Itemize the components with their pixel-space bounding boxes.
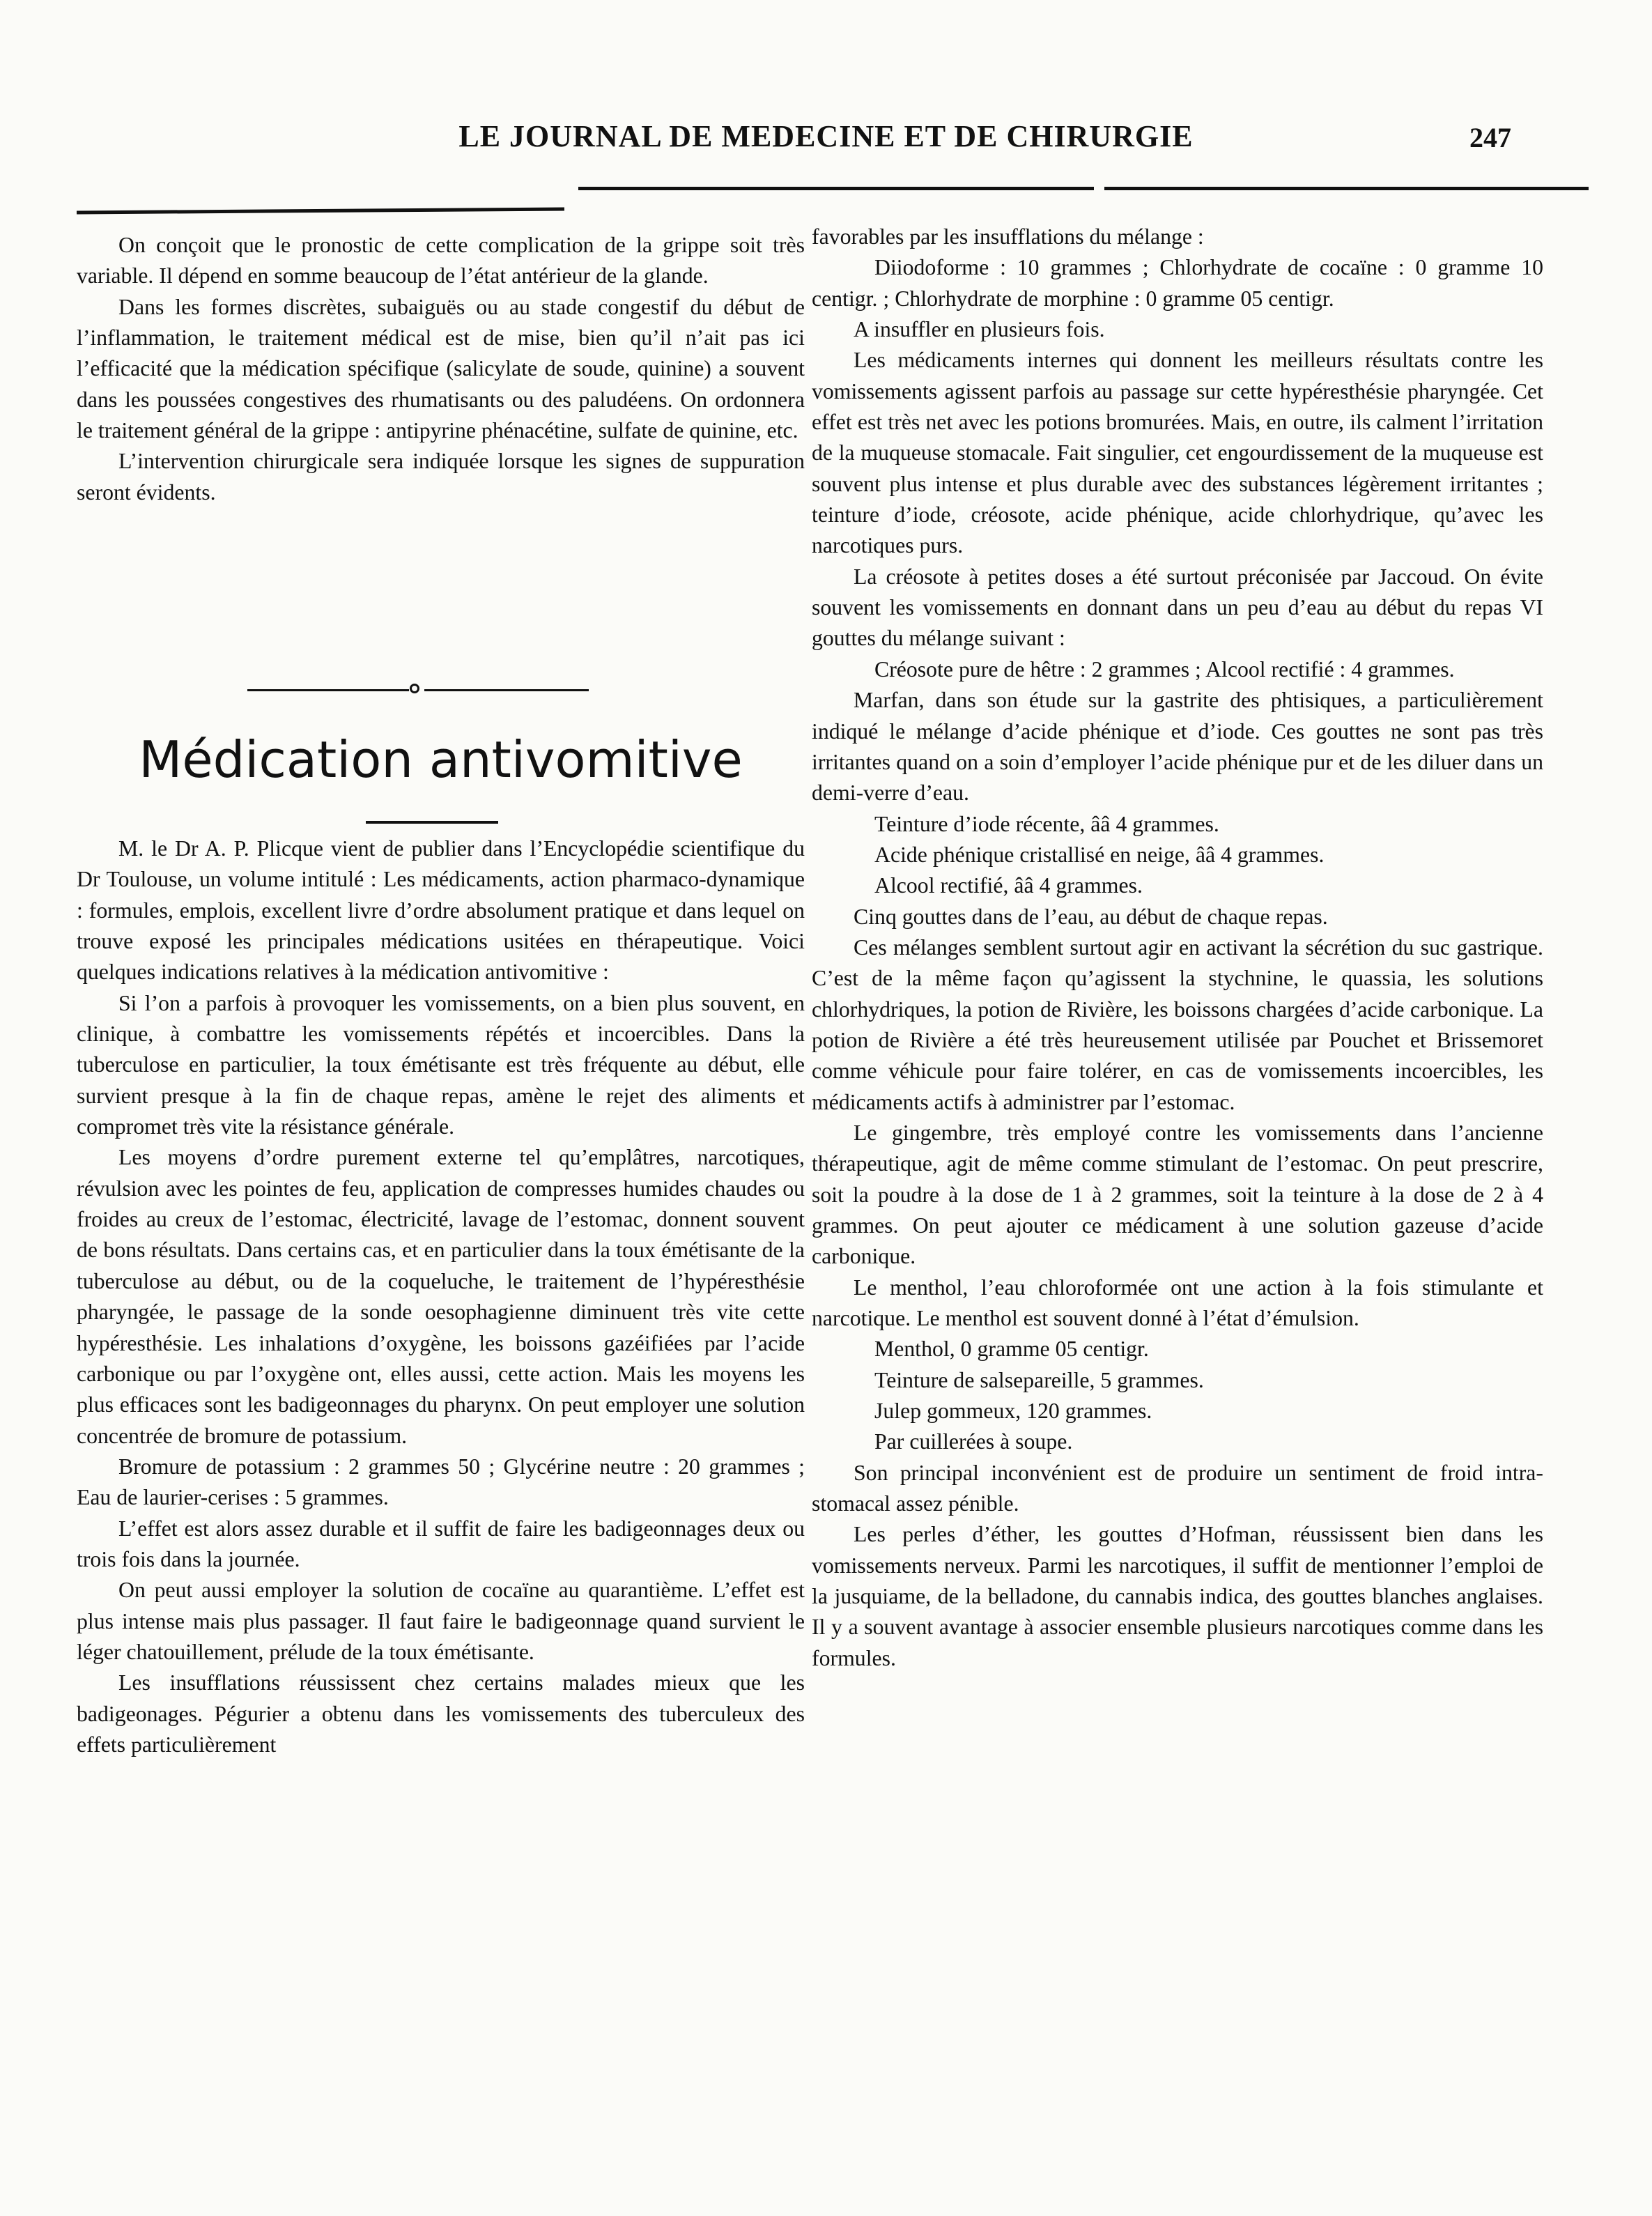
paragraph: Les insufflations réussissent chez certains malades mieux que les badigeonages. Pégurier a obtenu dans les vomissements des tuberculeux des effets particulièrement [77,1670,805,1757]
paragraph: M. le Dr A. P. Plicque vient de publier dans l’Encyclopédie scientifique du Dr Toulouse, un volume intitulé : Les médicaments, action pharmaco-dynamique : formules, emplois, excellent livre d’ordre absolument pratique et dans lequel on trouve exposé les principales médications usitées en thérapeutique. Voici quelques indications relatives à la médication antivomitive : [77,836,805,985]
page-number: 247 [1469,122,1511,153]
formula: Créosote pure de hêtre : 2 grammes ; Alcool rectifié : 4 grammes. [874,656,1455,682]
paragraph: Ces mélanges semblent surtout agir en activant la sécrétion du suc gastrique. C’est de la même façon qu’agissent la stychnine, le quassia, les solutions chlorhydriques, la potion de Rivière, les boissons chargées d’acide carbonique. La potion de Rivière a été très heureusement utilisée par Pouchet et Brissemoret comme véhicule pour faire tolérer, en cas de vomissements incoercibles, les médicaments actifs à administrer par l’estomac. [812,934,1543,1114]
paragraph: On peut aussi employer la solution de cocaïne au quarantième. L’effet est plus intense mais plus passager. Il faut faire le badigeonnage quand survient le léger chatouillement, prélude de la toux émétisante. [77,1578,805,1664]
paragraph: Le menthol, l’eau chloroformée ont une action à la fois stimulante et narcotique. Le menthol est souvent donné à l’état d’émulsion. [812,1275,1543,1331]
instruction: A insuffler en plusieurs fois. [854,317,1105,342]
paragraph: L’effet est alors assez durable et il suffit de faire les badigeonnages deux ou trois fois dans la journée. [77,1516,805,1571]
divider-ornament-icon [410,684,419,693]
formula: Bromure de potassium : 2 grammes 50 ; Glycérine neutre : 20 grammes ; Eau de laurier-cerises : 5 grammes. [77,1454,805,1510]
formula-line: Par cuillerées à soupe. [874,1429,1073,1454]
paragraph: Le gingembre, très employé contre les vomissements dans l’ancienne thérapeutique, agit de même comme stimulant de l’estomac. On peut prescrire, soit la poudre à la dose de 1 à 2 grammes, soit la teinture à la dose de 2 à 4 grammes. On peut ajouter ce médicament à une solution gazeuse d’acide carbonique. [812,1120,1543,1269]
title-underline [366,821,498,824]
paragraph: Les moyens d’ordre purement externe tel qu’emplâtres, narcotiques, révulsion avec les pointes de feu, application de compresses humides chaudes ou froides au creux de l’estomac, électricité, lavage de l’estomac, donnent souvent de bons résultats. Dans certains cas, et en particulier dans la toux émétisante de la tuberculose au début, ou de la coqueluche, le traitement de l’hypéresthésie pharyngée, le passage de la sonde oesophagienne diminuent très vite cette hypéresthésie. Les inhalations d’oxygène, les boissons gazéifiées par l’acide carbonique ou par l’oxygène ont, elles aussi, cette action. Mais les moyens les plus efficaces sont les badigeonnages du pharynx. On peut employer une solution concentrée de bromure de potassium. [77,1145,805,1448]
paragraph: Dans les formes discrètes, subaiguës ou au stade congestif du début de l’inflammation, le traitement médical est de mise, bien qu’il n’ait pas ici l’efficacité que la médication spécifique (salicylate de soude, quinine) a souvent dans les poussées congestives des rhumatisants ou des paludéens. On ordonnera le traitement général de la grippe : antipyrine phénacétine, sulfate de quinine, etc. [77,294,805,443]
header-rule-middle [578,187,1094,190]
previous-article-text [77,230,805,508]
header-rule-right [1104,187,1589,190]
article-title: Médication antivomitive [139,730,743,789]
instruction: Cinq gouttes dans de l’eau, au début de chaque repas. [854,904,1328,929]
paragraph: La créosote à petites doses a été surtout préconisée par Jaccoud. On évite souvent les vomissements en donnant dans un peu d’eau au début du repas VI gouttes du mélange suivant : [812,564,1543,651]
journal-title: LE JOURNAL DE MEDECINE ET DE CHIRURGIE [458,119,1194,153]
paragraph: Les médicaments internes qui donnent les meilleurs résultats contre les vomissements agissent parfois au passage sur cette hypéresthésie pharyngée. Cet effet est très net avec les potions bromurées. Mais, en outre, ils calment l’irritation de la muqueuse stomacale. Fait singulier, cet engourdissement de la muqueuse est souvent plus intense et plus durable avec des substances légèrement irritantes ; teinture d’iode, créosote, acide phénique, acide chlorhydrique, qu’avec les narcotiques purs. [812,348,1543,558]
formula-line: Julep gommeux, 120 grammes. [874,1399,1152,1424]
article-body-left [77,833,805,1760]
paragraph: L’intervention chirurgicale sera indiquée lorsque les signes de suppuration seront évidents. [77,449,805,505]
formula-line: Teinture de salsepareille, 5 grammes. [874,1367,1204,1392]
formula-line: Alcool rectifié, ââ 4 grammes. [874,873,1143,898]
formula: Diiodoforme : 10 grammes ; Chlorhydrate de cocaïne : 0 gramme 10 centigr. ; Chlorhydrate de morphine : 0 gramme 05 centigr. [812,255,1543,311]
header-rule-left [77,208,564,215]
paragraph: Marfan, dans son étude sur la gastrite des phtisiques, a particulièrement indiqué le mélange d’acide phénique et d’iode. Ces gouttes ne sont pas très irritantes quand on a soin d’employer l’acide phénique pur et de les diluer dans un demi-verre d’eau. [812,688,1543,806]
section-divider [247,686,589,693]
formula-line: Menthol, 0 gramme 05 centigr. [874,1337,1149,1362]
formula-line: Teinture d’iode récente, ââ 4 grammes. [874,811,1219,836]
article-body-right [812,222,1543,1674]
paragraph: Son principal inconvénient est de produire un sentiment de froid intra-stomacal assez pénible. [812,1460,1543,1516]
paragraph: favorables par les insufflations du mélange : [812,224,1204,249]
formula-line: Acide phénique cristallisé en neige, ââ 4 grammes. [874,842,1325,867]
paragraph: Si l’on a parfois à provoquer les vomissements, on a bien plus souvent, en clinique, à combattre les vomissements répétés et incoercibles. Dans la tuberculose en particulier, la toux émétisante est très fréquente au début, elle survient presque à la fin de chaque repas, amène le rejet des aliments et compromet très vite la résistance générale. [77,990,805,1139]
paragraph: On conçoit que le pronostic de cette complication de la grippe soit très variable. Il dépend en somme beaucoup de l’état antérieur de la glande. [77,233,805,288]
paragraph: Les perles d’éther, les gouttes d’Hofman, réussissent bien dans les vomissements nerveux. Parmi les narcotiques, il suffit de mentionner l’emploi de la jusquiame, de la belladone, du cannabis indica, des gouttes blanches anglaises. Il y a souvent avantage à associer ensemble plusieurs narcotiques comme dans les formules. [812,1522,1543,1670]
